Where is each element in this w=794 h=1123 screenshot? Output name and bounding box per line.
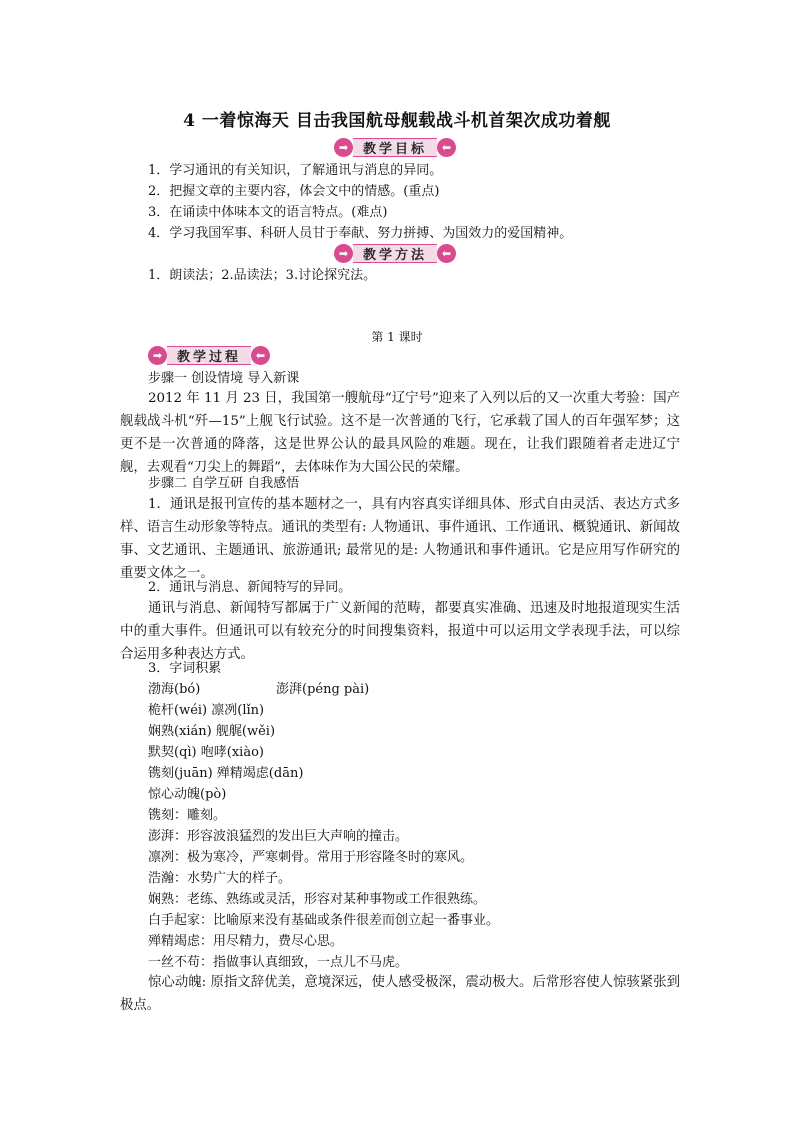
goal-item: 1．学习通讯的有关知识，了解通讯与消息的异同。 (148, 163, 443, 178)
banner-label: 教学过程 (167, 346, 251, 365)
arrow-right-icon: ➡ (334, 138, 353, 157)
banner-teaching-goals (334, 138, 456, 157)
goal-item: 2．把握文章的主要内容，体会文中的情感。(重点) (148, 184, 440, 199)
paragraph: 通讯与消息、新闻特写都属于广义新闻的范畴，都要真实准确、迅速及时地报道现实生活中的重大事件。但通讯可以有较充分的时间搜集资料，报道中可以运用文学表现手法，可以综合运用多种表达方式。 (120, 601, 680, 662)
definition: 娴熟：老练、熟练或灵活，形容对某种事物或工作很熟练。 (148, 892, 487, 907)
definition: 镌刻：雕刻。 (148, 808, 227, 823)
word-entry: 娴熟(xián) 舰艉(wěi) (148, 724, 276, 739)
word-entry: 镌刻(juān) 殚精竭虑(dān) (148, 766, 304, 781)
paragraph: 1．通讯是报刊宣传的基本题材之一，具有内容真实详细具体、形式自由灵活、表达方式多样、语言生动形象等特点。通讯的类型有: 人物通讯、事件通讯、工作通讯、概貌通讯、新闻故事、文艺通讯、主题通讯、旅游通讯; 最常见的是: 人物通讯和事件通讯。它是应用写作研究的重要文体之一。 (120, 497, 680, 581)
step-heading: 步骤二 自学互研 自我感悟 (148, 476, 300, 491)
list-item: 3．字词积累 (148, 661, 222, 676)
arrow-left-icon: ⬅ (437, 244, 456, 263)
paragraph: 2012 年 11 月 23 日，我国第一艘航母“辽宁号”迎来了入列以后的又一次重大考验：国产舰载战斗机“歼—15”上舰飞行试验。这不是一次普通的飞行，它承载了国人的百年强军梦；这更不是一次普通的降落，这是世界公认的最具风险的难题。现在，让我们跟随着者走进辽宁舰，去观看“刀尖上的舞蹈”，去体味作为大国公民的荣耀。 (120, 391, 680, 475)
definition: 凛冽：极为寒冷，严寒刺骨。常用于形容隆冬时的寒风。 (148, 850, 474, 865)
lesson-label: 第 1 课时 (371, 330, 423, 344)
arrow-left-icon: ⬅ (251, 346, 270, 365)
step-heading: 步骤一 创设情境 导入新课 (148, 371, 300, 386)
methods-text: 1．朗读法；2.品读法；3.讨论探究法。 (148, 268, 377, 283)
list-item: 2．通讯与消息、新闻特写的异同。 (148, 580, 352, 595)
word-entry: 桅杆(wéi) 凛冽(lǐn) (148, 703, 265, 718)
banner-label: 教学方法 (353, 244, 437, 263)
word-entry: 渤海(bó) (148, 682, 201, 697)
definition: 一丝不苟：指做事认真细致，一点儿不马虎。 (148, 955, 409, 970)
word-entry: 惊心动魄(pò) (148, 787, 227, 802)
definition: 澎湃：形容波浪猛烈的发出巨大声响的撞击。 (148, 829, 409, 844)
goal-item: 4．学习我国军事、科研人员甘于奉献、努力拼搏、为国效力的爱国精神。 (148, 226, 573, 241)
definition-paragraph: 惊心动魄: 原指文辞优美，意境深远，使人感受极深，震动极大。后常形容使人惊骇紧张到极点。 (120, 975, 680, 1013)
arrow-right-icon: ➡ (148, 346, 167, 365)
definition: 浩瀚：水势广大的样子。 (148, 871, 292, 886)
banner-label: 教学目标 (353, 138, 437, 157)
banner-teaching-methods (334, 244, 456, 263)
goal-item: 3．在诵读中体味本文的语言特点。(难点) (148, 205, 388, 220)
document-title: 4 一着惊海天 目击我国航母舰载战斗机首架次成功着舰 (183, 111, 611, 131)
definition: 殚精竭虑：用尽精力，费尽心思。 (148, 934, 344, 949)
word-entry: 默契(qì) 咆哮(xiào) (148, 745, 264, 760)
banner-teaching-process (148, 346, 270, 365)
arrow-right-icon: ➡ (334, 244, 353, 263)
arrow-left-icon: ⬅ (437, 138, 456, 157)
word-entry: 澎湃(péng pài) (276, 682, 370, 697)
definition: 白手起家：比喻原来没有基础或条件很差而创立起一番事业。 (148, 913, 500, 928)
